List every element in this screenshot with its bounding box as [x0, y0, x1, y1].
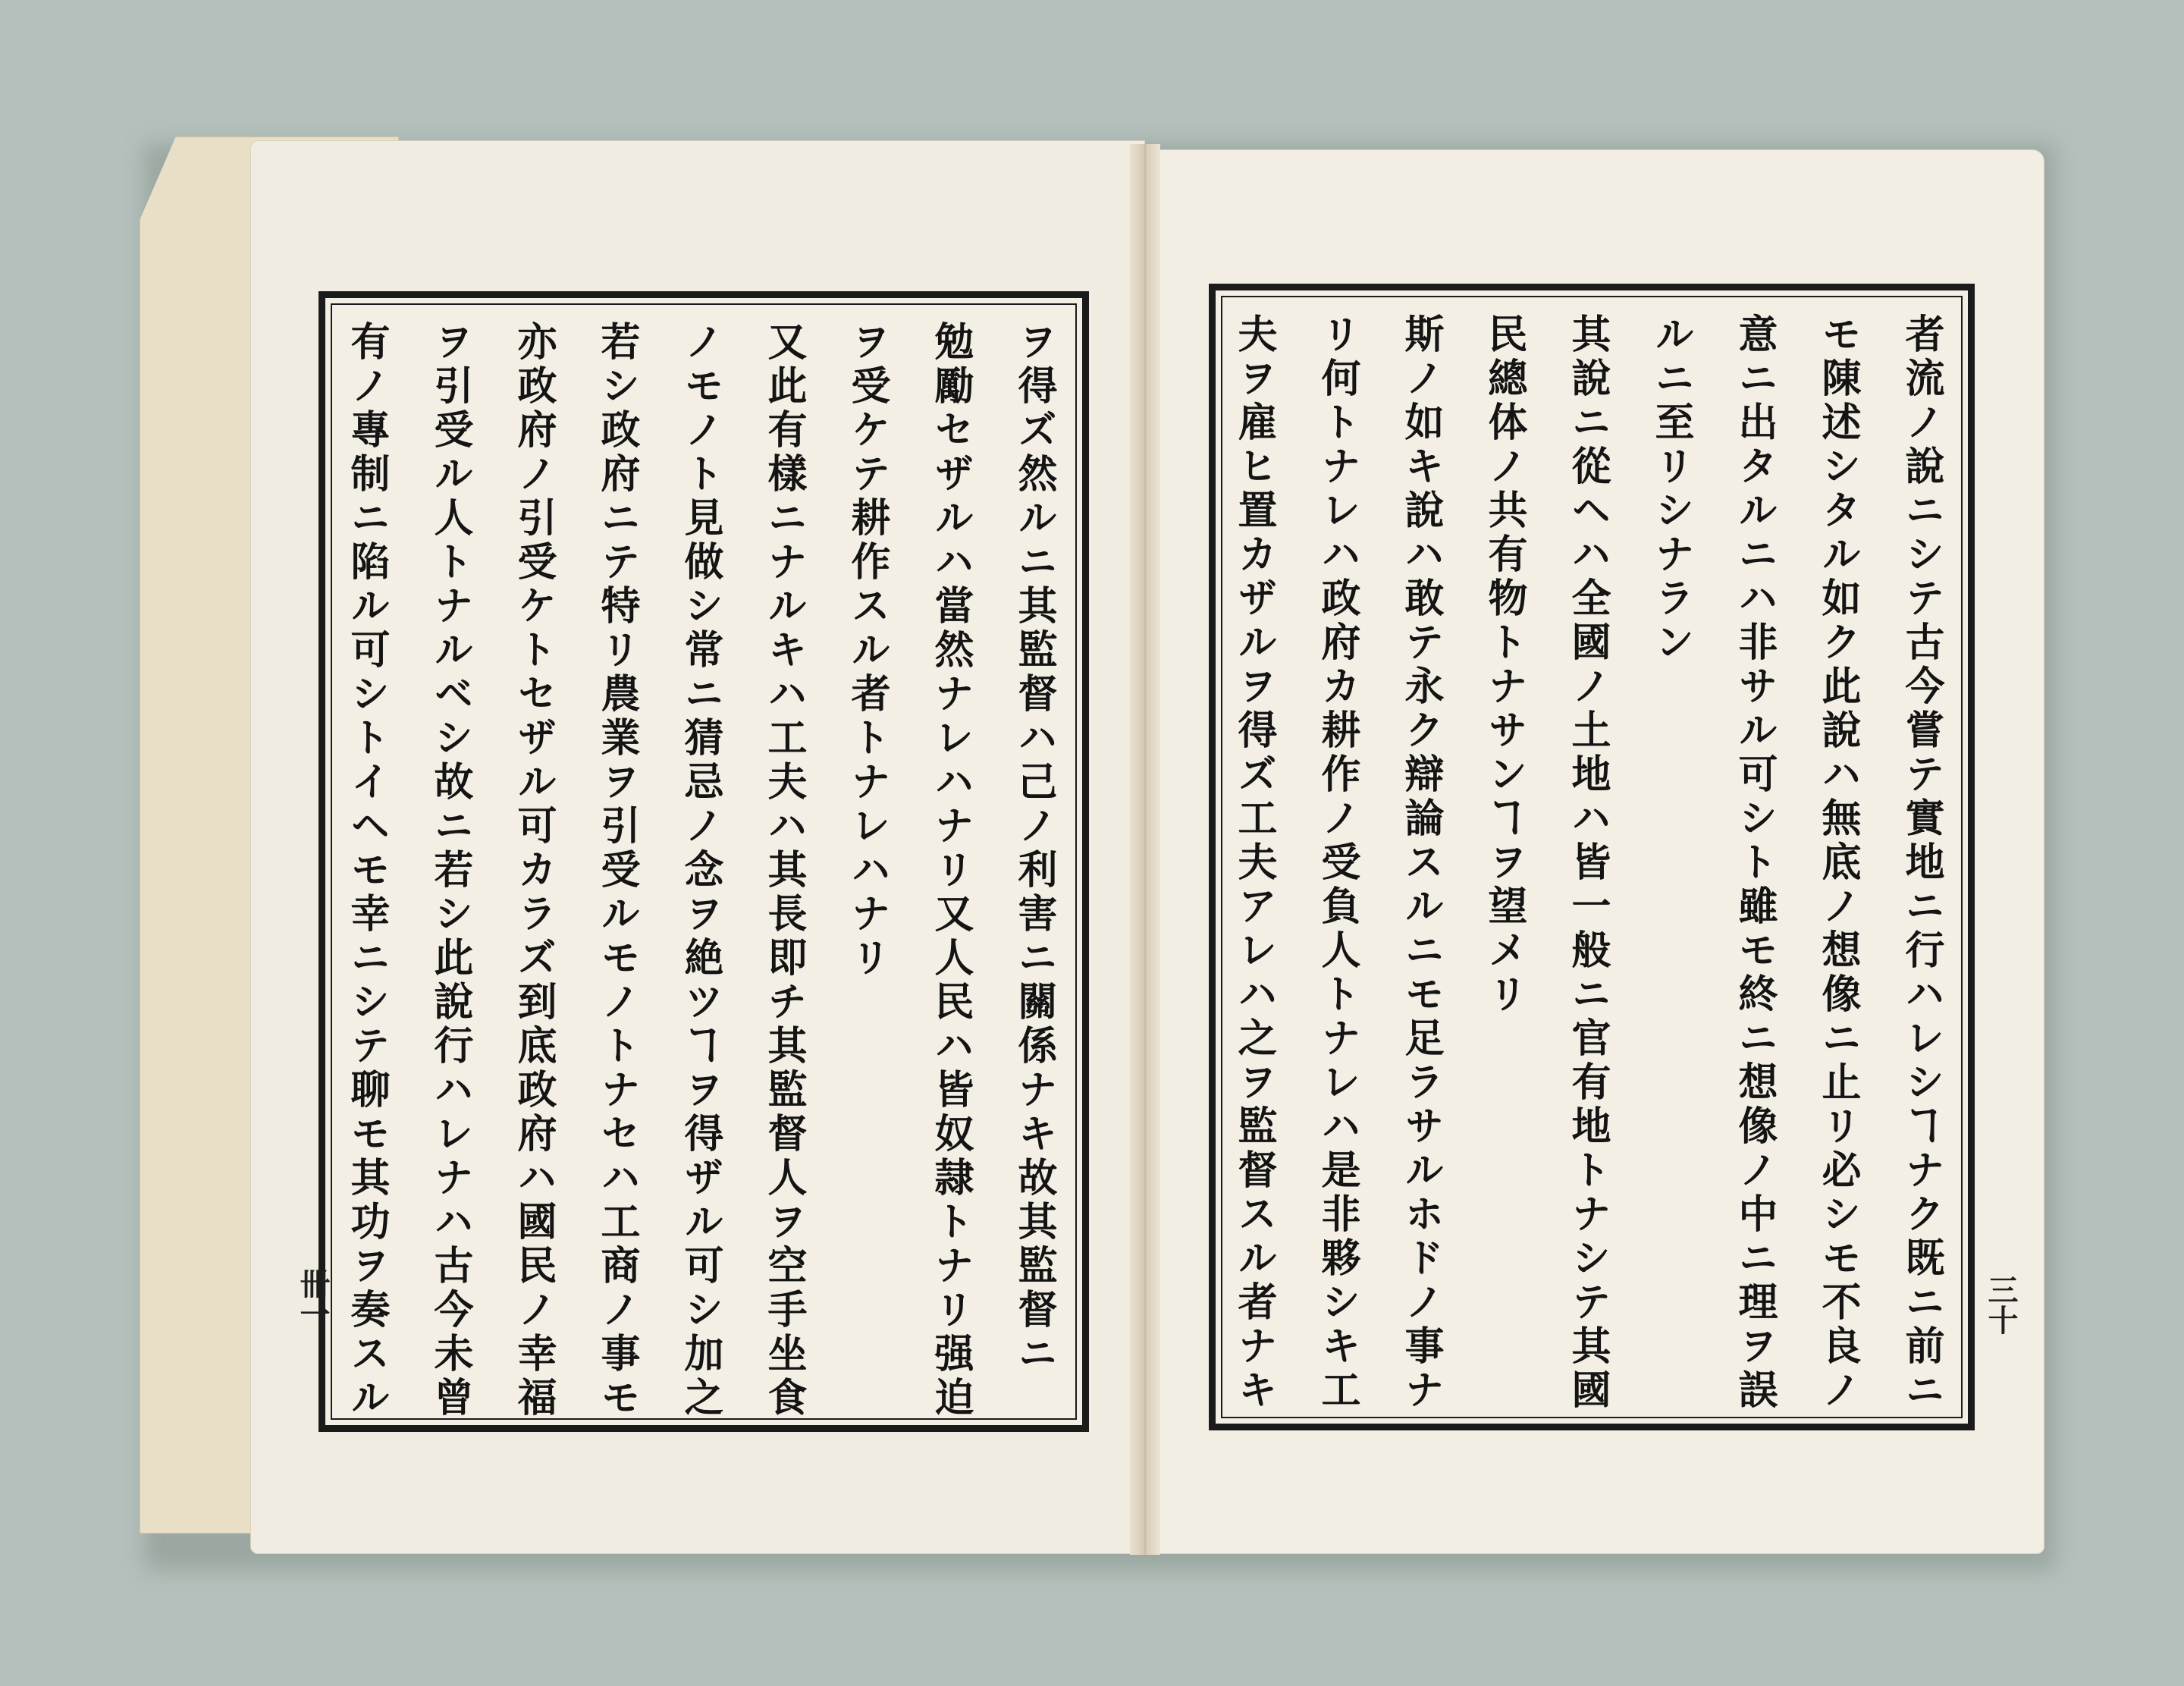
text-column: ノモノト見做シ常ニ猜忌ノ念ヲ絶ツヿヲ得ザル可シ加之: [677, 321, 723, 1421]
text-column: 勉勵セザルハ當然ナレハナリ又人民ハ皆奴隷トナリ强迫: [927, 321, 974, 1421]
text-column: 有ノ專制ニ陷ル可シトイヘモ幸ニシテ聊モ其功ヲ奏スル: [344, 321, 390, 1421]
text-column: 若シ政府ニテ特リ農業ヲ引受ルモノトナセハ工商ノ事モ: [594, 321, 640, 1421]
text-column: 夫ヲ雇ヒ置カザルヲ得ズ工夫アレハ之ヲ監督スル者ナキ: [1231, 313, 1277, 1413]
text-column: 亦政府ノ引受ケトセザル可カラズ到底政府ハ國民ノ幸福: [510, 321, 557, 1421]
text-column: 意ニ出タルニハ非サル可シト雖モ終ニ想像ノ中ニ理ヲ誤: [1731, 313, 1778, 1413]
text-column: ヲ受ケテ耕作スル者トナレハナリ: [844, 321, 890, 981]
left-text-frame: [318, 291, 1089, 1432]
book-gutter: [1130, 144, 1160, 1555]
text-column: 者流ノ說ニシテ古今嘗テ實地ニ行ハレシヿナク既ニ前ニ: [1898, 313, 1944, 1413]
page-number-left: 卌一: [295, 1268, 331, 1329]
text-column: 斯ノ如キ說ハ敢テ永ク辯論スルニモ足ラサルホドノ事ナ: [1398, 313, 1444, 1413]
text-column: ルニ至リシナラン: [1648, 313, 1694, 665]
text-column: 民總体ノ共有物トナサンヿヲ望メリ: [1481, 313, 1527, 1017]
page-number-right: 三十: [1983, 1274, 2019, 1335]
text-column: ヲ得ズ然ルニ其監督ハ己ノ利害ニ關係ナキ故其監督ニ: [1011, 321, 1057, 1377]
text-column: ヲ引受ル人トナルベシ故ニ若シ此說行ハレナハ古今未曾: [427, 321, 473, 1421]
right-text-frame: [1209, 284, 1975, 1430]
text-column: モ陳述シタル如ク此說ハ無底ノ想像ニ止リ必シモ不良ノ: [1815, 313, 1861, 1413]
text-column: リ何トナレハ政府カ耕作ノ受負人トナレハ是非夥シキ工: [1314, 313, 1360, 1413]
text-column: 又此有樣ニナルキハ工夫ハ其長即チ其監督人ヲ空手坐食: [761, 321, 807, 1421]
text-column: 其說ニ從ヘハ全國ノ土地ハ皆一般ニ官有地トナシテ其國: [1564, 313, 1611, 1413]
